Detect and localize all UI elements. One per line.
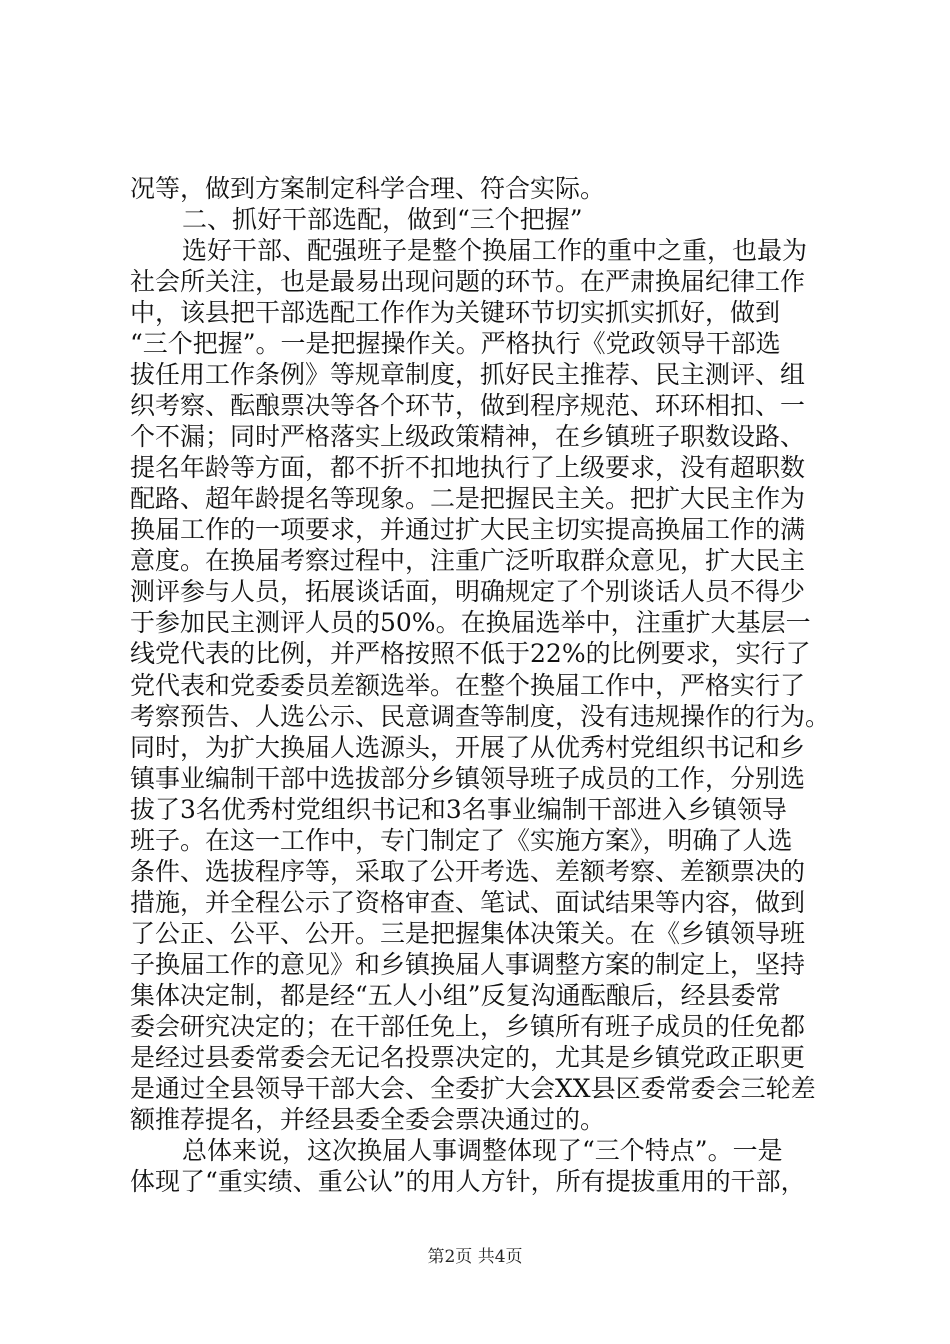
text-line (0, 1010, 950, 1044)
line-text: “三个把握”。一是把握操作关。严格执行《党政领导干部选 (130, 329, 781, 358)
line-text: 集体决定制，都是经“五人小组”反复沟通酝酿后，经县委常 (130, 981, 781, 1010)
text-line (0, 1103, 950, 1137)
line-text: 考察预告、人选公示、民意调查等制度，没有违规操作的行为。 (130, 702, 831, 731)
text-line (0, 979, 950, 1013)
text-line (0, 234, 950, 268)
line-text: 于参加民主测评人员的50%。在换届选举中，注重扩大基层一 (130, 608, 811, 637)
line-text: 提名年龄等方面，都不折不扣地执行了上级要求，没有超职数 (130, 453, 806, 482)
text-line (0, 824, 950, 858)
line-text: 党代表和党委委员差额选举。在整个换届工作中，严格实行了 (130, 671, 806, 700)
line-text: 中，该县把干部选配工作作为关键环节切实抓实抓好，做到 (130, 298, 781, 327)
text-line (0, 389, 950, 423)
line-text: 条件、选拔程序等，采取了公开考选、差额考察、差额票决的 (130, 857, 806, 886)
text-line (0, 606, 950, 640)
text-line (0, 451, 950, 485)
line-text: 况等，做到方案制定科学合理、符合实际。 (130, 174, 606, 203)
text-line (0, 544, 950, 578)
text-line (0, 637, 950, 671)
line-text: 选好干部、配强班子是整个换届工作的重中之重，也最为 (182, 236, 808, 265)
text-line (0, 420, 950, 454)
text-line (0, 669, 950, 703)
text-line (0, 700, 950, 734)
line-text: 镇事业编制干部中选拔部分乡镇领导班子成员的工作，分别选 (130, 764, 806, 793)
text-line (0, 482, 950, 516)
line-text: 体现了“重实绩、重公认”的用人方针，所有提拔重用的干部， (130, 1167, 806, 1196)
text-line (0, 1041, 950, 1075)
line-text: 子换届工作的意见》和乡镇换届人事调整方案的制定上，坚持 (130, 950, 806, 979)
line-text: 额推荐提名，并经县委全委会票决通过的。 (130, 1105, 606, 1134)
line-text: 拔任用工作条例》等规章制度，抓好民主推荐、民主测评、组 (130, 360, 806, 389)
text-line (0, 575, 950, 609)
line-text: 织考察、酝酿票决等各个环节，做到程序规范、环环相扣、一 (130, 391, 806, 420)
line-text: 是经过县委常委会无记名投票决定的，尤其是乡镇党政正职更 (130, 1043, 806, 1072)
line-text: 拔了3名优秀村党组织书记和3名事业编制干部进入乡镇领导 (130, 795, 787, 824)
text-line (0, 327, 950, 361)
page-footer: 第2页 共4页 (427, 1247, 523, 1267)
text-line (0, 513, 950, 547)
text-line (0, 265, 950, 299)
text-line (0, 296, 950, 330)
text-line (0, 172, 950, 206)
text-line (0, 917, 950, 951)
line-text: 二、抓好干部选配，做到“三个把握” (182, 205, 583, 234)
line-text: 社会所关注，也是最易出现问题的环节。在严肃换届纪律工作 (130, 267, 806, 296)
line-text: 配路、超年龄提名等现象。二是把握民主关。把扩大民主作为 (130, 484, 806, 513)
text-line (0, 793, 950, 827)
text-line (0, 358, 950, 392)
line-text: 测评参与人员，拓展谈话面，明确规定了个别谈话人员不得少 (130, 577, 806, 606)
line-text: 班子。在这一工作中，专门制定了《实施方案》，明确了人选 (130, 826, 793, 855)
line-text: 换届工作的一项要求，并通过扩大民主切实提高换届工作的满 (130, 515, 806, 544)
line-text: 委会研究决定的；在干部任免上，乡镇所有班子成员的任免都 (130, 1012, 806, 1041)
line-text: 线党代表的比例，并严格按照不低于22%的比例要求，实行了 (130, 639, 811, 668)
text-line (0, 886, 950, 920)
line-text: 同时，为扩大换届人选源头，开展了从优秀村党组织书记和乡 (130, 733, 806, 762)
text-line (0, 1072, 950, 1106)
text-line (0, 948, 950, 982)
line-text: 是通过全县领导干部大会、全委扩大会XX县区委常委会三轮差 (130, 1074, 816, 1103)
line-text: 总体来说，这次换届人事调整体现了“三个特点”。一是 (182, 1136, 783, 1165)
text-line (0, 731, 950, 765)
text-line (0, 855, 950, 889)
text-line (0, 1134, 950, 1168)
line-text: 个不漏；同时严格落实上级政策精神，在乡镇班子职数设路、 (130, 422, 806, 451)
section-heading (0, 203, 950, 237)
text-line (0, 1165, 950, 1199)
text-line (0, 762, 950, 796)
line-text: 了公正、公平、公开。三是把握集体决策关。在《乡镇领导班 (130, 919, 806, 948)
line-text: 意度。在换届考察过程中，注重广泛听取群众意见，扩大民主 (130, 546, 806, 575)
line-text: 措施，并全程公示了资格审查、笔试、面试结果等内容，做到 (130, 888, 806, 917)
